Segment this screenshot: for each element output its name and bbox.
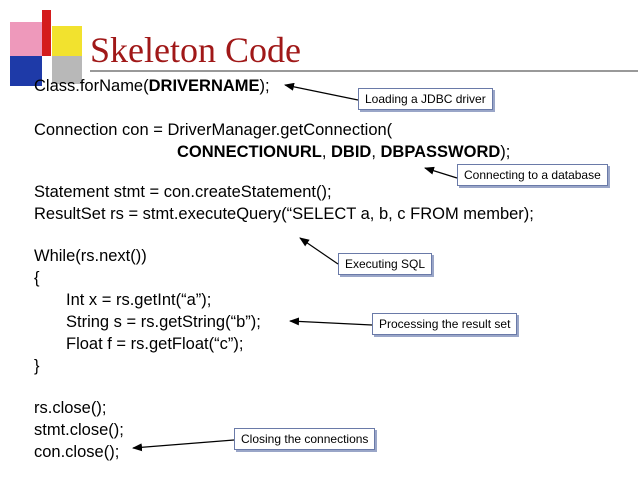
code-line-stmt-close [34,419,124,441]
code-line-close-brace [34,355,40,377]
code-text: ); [259,77,270,95]
callout-executing-sql: Executing SQL [338,253,432,275]
arrow-result [290,321,372,325]
callout-loading-jdbc-driver: Loading a JDBC driver [358,88,493,110]
arrow-close [133,440,234,448]
arrow-jdbc [285,85,358,100]
code-text: Connection con = DriverManager.getConnection( [34,121,393,139]
code-text: , [321,143,331,161]
code-line-forname [34,75,270,97]
code-line-getconnection [34,119,392,141]
code-text: String s = rs.getString(“b”); [66,313,261,331]
code-text: ResultSet rs = stmt.executeQuery(“SELECT a, b, c FROM member); [34,205,534,223]
code-text: Int x = rs.getInt(“a”); [66,291,212,309]
code-line-rs-close [34,397,106,419]
code-text: { [34,269,40,287]
deco-red-bar [42,10,51,56]
callout-closing-connections: Closing the connections [234,428,375,450]
code-line-getstring [66,311,261,333]
arrow-connect [425,168,457,178]
code-line-getfloat [66,333,243,355]
code-text: } [34,357,40,375]
code-line-getint [66,289,211,311]
code-line-while [34,245,147,267]
code-keyword-connectionurl: CONNECTIONURL [177,143,322,161]
code-text: stmt.close(); [34,421,124,439]
code-text: , [371,143,381,161]
callout-processing-result-set: Processing the result set [372,313,517,335]
code-keyword-dbpassword: DBPASSWORD [380,143,501,161]
code-line-createstatement [34,181,332,203]
arrow-sql [300,238,338,264]
slide-title: Skeleton Code [90,30,301,70]
code-line-con-close [34,441,119,463]
code-text: con.close(); [34,443,120,461]
code-text: Statement stmt = con.createStatement(); [34,183,332,201]
code-text: rs.close(); [34,399,107,417]
deco-pink-square [10,22,42,56]
code-line-open-brace [34,267,40,289]
title-divider [90,70,638,72]
code-text: Class.forName( [34,77,149,95]
code-text: Float f = rs.getFloat(“c”); [66,335,244,353]
callout-connecting-database: Connecting to a database [457,164,608,186]
code-line-executequery [34,203,534,225]
code-line-connection-args [177,141,510,163]
code-text: While(rs.next()) [34,247,147,265]
code-text: ); [500,143,511,161]
code-keyword-dbid: DBID [331,143,372,161]
code-keyword-drivername: DRIVERNAME [148,77,260,95]
deco-yellow-square [52,26,82,56]
